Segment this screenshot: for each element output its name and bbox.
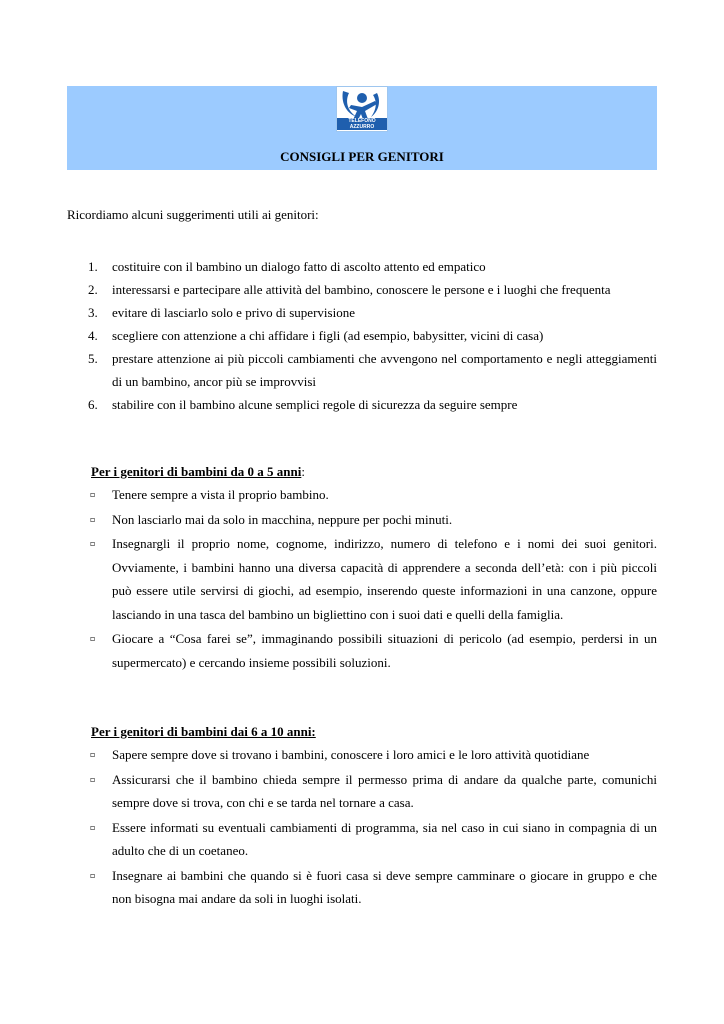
list-item bbox=[67, 532, 657, 626]
bullet-list bbox=[67, 483, 657, 674]
list-item-text: costituire con il bambino un dialogo fatto di ascolto attento ed empatico bbox=[112, 259, 486, 274]
list-item-text: stabilire con il bambino alcune semplici regole di sicurezza da seguire sempre bbox=[112, 397, 518, 412]
list-item bbox=[67, 864, 657, 911]
telefono-azzurro-logo bbox=[336, 86, 388, 132]
list-item bbox=[67, 255, 657, 278]
bullet-icon: ▫ bbox=[90, 870, 96, 880]
section-heading-text: Per i genitori di bambini dai 6 a 10 anni: bbox=[91, 724, 316, 739]
list-number: 6. bbox=[88, 397, 98, 412]
list-item bbox=[67, 627, 657, 674]
bullet-icon: ▫ bbox=[90, 514, 96, 524]
section-heading-text: Per i genitori di bambini da 0 a 5 anni bbox=[91, 464, 302, 479]
intro-text: Ricordiamo alcuni suggerimenti utili ai genitori: bbox=[67, 207, 319, 222]
list-item bbox=[67, 768, 657, 815]
list-item bbox=[67, 301, 657, 324]
list-item-text: Insegnare ai bambini che quando si è fuori casa si deve sempre camminare o giocare in gruppo e che non bisogna mai andare da soli in luoghi isolati. bbox=[112, 867, 657, 906]
list-item-text: Essere informati su eventuali cambiamenti di programma, sia nel caso in cui siano in compagnia di un adulto che di un coetaneo. bbox=[112, 819, 657, 858]
bullet-icon: ▫ bbox=[90, 750, 96, 759]
bullet-icon: ▫ bbox=[90, 539, 96, 548]
list-item bbox=[67, 508, 657, 532]
bullet-icon: ▫ bbox=[90, 822, 96, 832]
suggestions-list bbox=[67, 255, 657, 416]
list-number: 4. bbox=[88, 328, 98, 343]
list-item bbox=[67, 483, 657, 507]
list-number: 5. bbox=[88, 351, 98, 366]
bullet-icon: ▫ bbox=[90, 490, 96, 499]
list-item-text: Tenere sempre a vista il proprio bambino. bbox=[112, 487, 329, 502]
list-item-text: scegliere con attenzione a chi affidare i figli (ad esempio, babysitter, vicini di casa) bbox=[112, 328, 544, 343]
logo-text: TELEFONO AZZURRO bbox=[337, 118, 387, 130]
section-age-6-10 bbox=[67, 720, 657, 912]
bullet-list bbox=[67, 743, 657, 911]
page-title: CONSIGLI PER GENITORI bbox=[280, 149, 444, 164]
section-heading bbox=[67, 460, 657, 483]
list-number: 1. bbox=[88, 259, 98, 274]
list-number: 3. bbox=[88, 305, 98, 320]
list-item-text: Giocare a “Cosa farei se”, immaginando possibili situazioni di pericolo (ad esempio, perdersi in un supermercato) e cercando insieme possibili soluzioni. bbox=[112, 631, 657, 670]
bullet-icon: ▫ bbox=[90, 774, 96, 784]
list-item bbox=[67, 816, 657, 863]
list-number: 2. bbox=[88, 282, 98, 297]
list-item-text: Non lasciarlo mai da solo in macchina, neppure per pochi minuti. bbox=[112, 511, 453, 527]
list-item bbox=[67, 393, 657, 416]
list-item-text: interessarsi e partecipare alle attività del bambino, conoscere le persone e i luoghi che frequenta bbox=[112, 282, 611, 297]
list-item bbox=[67, 324, 657, 347]
list-item-text: prestare attenzione ai più piccoli cambiamenti che avvengono nel comportamento e negli atteggiamenti di un bambino, ancor più se improvvisi bbox=[112, 351, 657, 389]
list-item-text: evitare di lasciarlo solo e privo di supervisione bbox=[112, 305, 355, 320]
list-item bbox=[67, 278, 657, 301]
list-item bbox=[67, 743, 657, 767]
section-heading-colon: : bbox=[301, 464, 305, 479]
section-age-0-5 bbox=[67, 460, 657, 675]
list-item-text: Assicurarsi che il bambino chieda sempre il permesso prima di andare da qualche parte, comunichi sempre dove si trova, con chi e se tarda nel tornare a casa. bbox=[112, 771, 657, 810]
section-heading bbox=[67, 720, 657, 743]
bullet-icon: ▫ bbox=[90, 634, 96, 643]
list-item bbox=[67, 347, 657, 393]
list-item-text: Insegnargli il proprio nome, cognome, indirizzo, numero di telefono e i nomi dei suoi genitori. Ovviamente, i bambini hanno una diversa capacità di apprendere a seconda dell’età: con i più piccoli può essere utile servirsi di giochi, ad esempio, inserendo queste informazioni in una canzone, oppure lasciando in una tasca del bambino un bigliettino con i suoi dati e quelli della famiglia. bbox=[112, 536, 657, 622]
list-item-text: Sapere sempre dove si trovano i bambini, conoscere i loro amici e le loro attività quotidiane bbox=[112, 747, 590, 762]
